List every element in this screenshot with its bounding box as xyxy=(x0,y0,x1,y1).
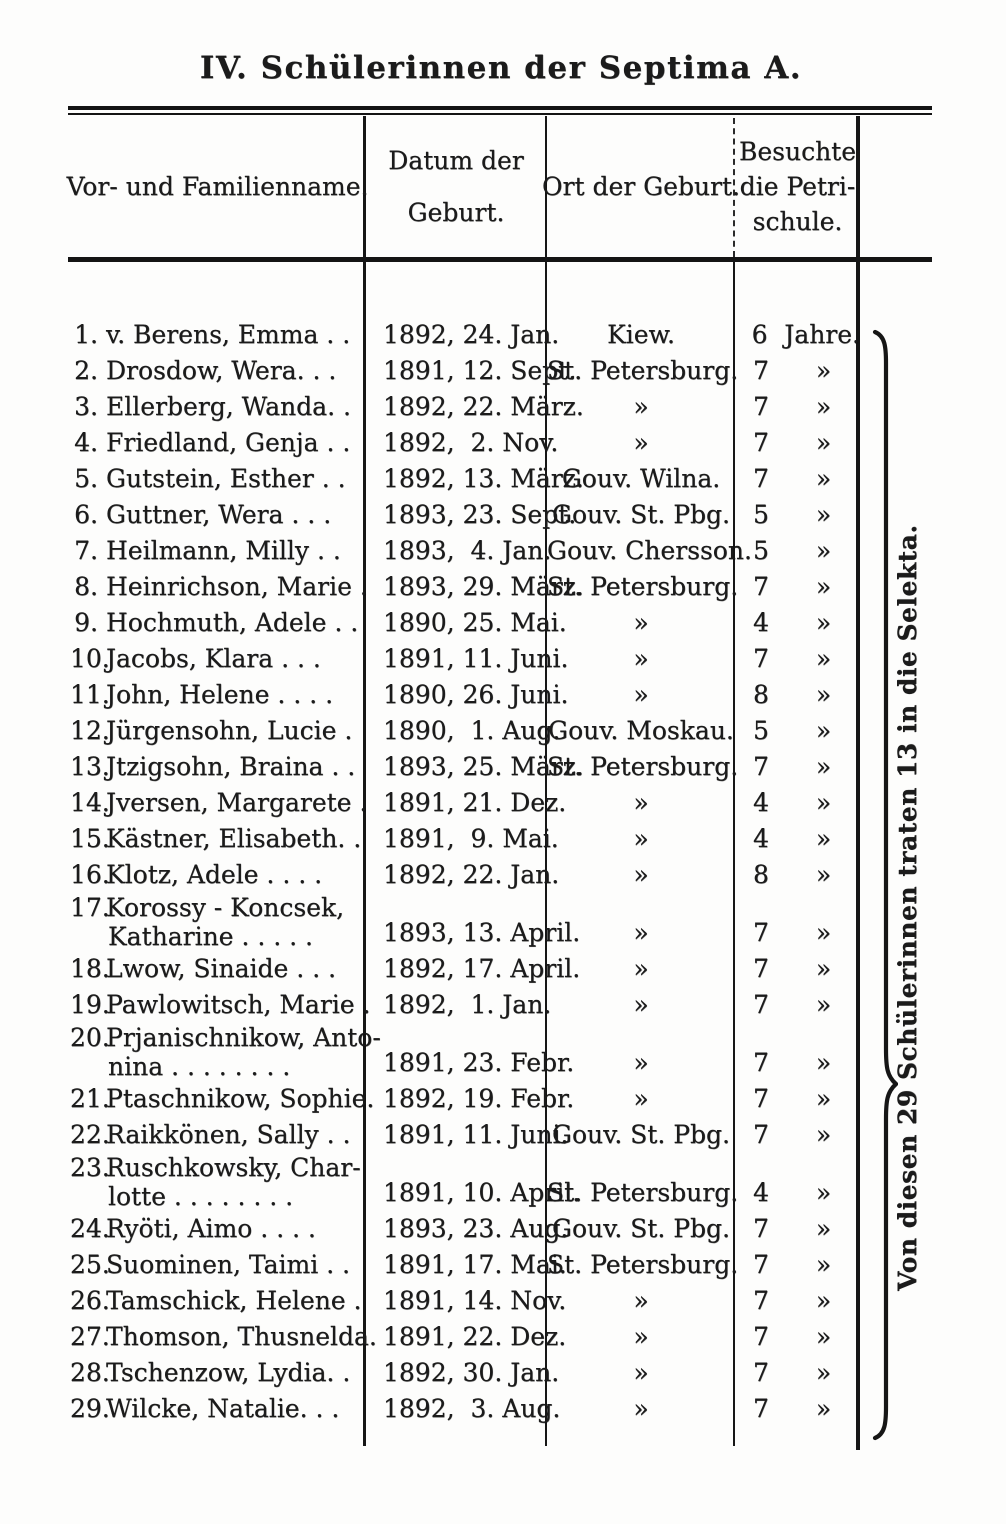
table-row xyxy=(70,1247,860,1283)
row-number: 27. xyxy=(70,1322,110,1351)
birth-date-cell: 1891, 21. Dez. xyxy=(383,788,567,817)
row-number: 29. xyxy=(70,1394,110,1423)
student-name-cell xyxy=(70,1319,377,1355)
table-body xyxy=(70,317,860,1427)
header-years-attended-line1: Besuchte xyxy=(738,137,857,166)
table-row xyxy=(70,677,860,713)
table-row xyxy=(70,713,860,749)
birth-place-cell: Gouv. St. Pbg. xyxy=(551,1214,730,1243)
table-row xyxy=(70,425,860,461)
years-attended-cell xyxy=(735,533,860,569)
years-attended-cell xyxy=(735,461,860,497)
years-unit: » xyxy=(815,860,832,889)
row-number: 26. xyxy=(70,1286,110,1315)
student-name-cell xyxy=(70,1023,381,1081)
years-attended-cell xyxy=(735,1175,860,1211)
years-count: 7 xyxy=(753,392,769,421)
student-name: Jversen, Margarete . xyxy=(106,788,368,817)
birth-place-cell: St. Petersburg. xyxy=(547,1178,739,1207)
student-name: Gutstein, Esther . . xyxy=(106,464,346,493)
student-name: Jacobs, Klara . . . xyxy=(106,644,321,673)
years-attended-cell xyxy=(735,1391,860,1427)
years-count: 7 xyxy=(753,464,769,493)
student-name-cell xyxy=(70,1283,365,1319)
years-count: 7 xyxy=(753,1084,769,1113)
birth-place-cell: » xyxy=(633,392,649,421)
years-unit: » xyxy=(815,500,832,529)
years-unit: » xyxy=(815,716,832,745)
student-name-cell xyxy=(70,461,365,497)
student-name-cell xyxy=(70,893,365,951)
row-number: 18. xyxy=(70,954,110,983)
birth-place-cell: Gouv. Wilna. xyxy=(561,464,721,493)
table-row xyxy=(70,389,860,425)
years-count: 7 xyxy=(753,1120,769,1149)
header-years-attended-line2: die Petri- xyxy=(739,172,856,201)
row-number: 20. xyxy=(70,1023,110,1052)
student-name: Ruschkowsky, Char- xyxy=(106,1153,361,1182)
table-row xyxy=(70,1023,860,1081)
years-count: 7 xyxy=(753,356,769,385)
row-number: 8. xyxy=(74,572,98,601)
years-attended-cell xyxy=(735,915,860,951)
birth-date-cell: 1890, 26. Juni. xyxy=(383,680,569,709)
years-unit: » xyxy=(815,644,832,673)
birth-date-cell: 1891, 23. Febr. xyxy=(383,1048,575,1077)
years-unit: » xyxy=(815,1120,832,1149)
student-name-cell xyxy=(70,1117,365,1153)
table-row xyxy=(70,569,860,605)
years-attended-cell xyxy=(735,1355,860,1391)
table-row xyxy=(70,1211,860,1247)
birth-date-cell: 1891, 10. April. xyxy=(383,1178,581,1207)
years-attended-cell xyxy=(735,605,860,641)
years-attended-cell xyxy=(735,389,860,425)
birth-date-cell: 1892, 17. April. xyxy=(383,954,581,983)
years-count: 7 xyxy=(753,572,769,601)
header-years-attended xyxy=(735,116,860,257)
student-name: Hochmuth, Adele . . xyxy=(106,608,359,637)
years-attended-cell xyxy=(735,1117,860,1153)
years-count: 4 xyxy=(753,608,769,637)
years-count: 7 xyxy=(753,990,769,1019)
header-birth-place-label: Ort der Geburt. xyxy=(542,172,740,201)
table-row xyxy=(70,605,860,641)
student-name: Klotz, Adele . . . . xyxy=(106,860,323,889)
student-name: nina . . . . . . . . xyxy=(108,1052,291,1081)
years-attended-cell xyxy=(735,677,860,713)
birth-place-cell: » xyxy=(633,990,649,1019)
years-attended-cell xyxy=(735,1045,860,1081)
birth-place-cell: » xyxy=(633,1286,649,1315)
years-unit: » xyxy=(815,428,832,457)
years-unit: » xyxy=(815,1358,832,1387)
header-birth-date-line1: Datum der xyxy=(388,146,524,175)
row-number: 15. xyxy=(70,824,110,853)
row-number: 14. xyxy=(70,788,110,817)
years-count: 7 xyxy=(753,1214,769,1243)
student-name-cell xyxy=(70,951,365,987)
student-name: Ptaschnikow, Sophie. xyxy=(106,1084,375,1113)
birth-date-cell: 1892, 22. Jan. xyxy=(383,860,560,889)
years-count: 5 xyxy=(753,536,769,565)
row-number: 28. xyxy=(70,1358,110,1387)
table-row xyxy=(70,1081,860,1117)
margin-annotation: Von diesen 29 Schülerinnen traten 13 in die Selekta. xyxy=(893,524,922,1292)
birth-date-cell: 1892, 2. Nov. xyxy=(383,428,559,457)
student-name-cell xyxy=(70,1247,365,1283)
birth-place-cell: » xyxy=(633,680,649,709)
student-name: Suominen, Taimi . . xyxy=(106,1250,350,1279)
student-name: Ellerberg, Wanda. . xyxy=(106,392,351,421)
student-name: Kästner, Elisabeth. . xyxy=(106,824,362,853)
years-unit: » xyxy=(815,1250,832,1279)
row-number: 17. xyxy=(70,893,110,922)
birth-place-cell: Kiew. xyxy=(607,320,675,349)
table-row xyxy=(70,533,860,569)
birth-date-cell: 1892, 30. Jan. xyxy=(383,1358,560,1387)
row-number: 25. xyxy=(70,1250,110,1279)
student-name: Tschenzow, Lydia. . xyxy=(106,1358,351,1387)
years-attended-cell xyxy=(735,951,860,987)
years-attended-cell xyxy=(735,1081,860,1117)
student-name-cell xyxy=(70,533,365,569)
birth-place-cell: St. Petersburg. xyxy=(547,356,739,385)
row-number: 4. xyxy=(74,428,98,457)
years-unit: » xyxy=(815,990,832,1019)
header-separator-rule xyxy=(68,257,932,262)
years-unit: » xyxy=(815,680,832,709)
table-row xyxy=(70,1355,860,1391)
birth-date-cell: 1892, 19. Febr. xyxy=(383,1084,575,1113)
header-birth-date-line2: Geburt. xyxy=(407,198,505,227)
table-row xyxy=(70,857,860,893)
table-header xyxy=(66,116,860,257)
student-name-cell xyxy=(70,987,371,1023)
years-attended-cell xyxy=(735,1283,860,1319)
birth-date-cell: 1893, 13. April. xyxy=(383,918,581,947)
student-name: Wilcke, Natalie. . . xyxy=(106,1394,340,1423)
header-birth-date xyxy=(365,116,547,257)
years-count: 7 xyxy=(753,1048,769,1077)
header-years-attended-line3: schule. xyxy=(752,207,843,236)
birth-date-cell: 1890, 25. Mai. xyxy=(383,608,567,637)
student-name-cell xyxy=(70,857,365,893)
birth-place-cell: Gouv. Moskau. xyxy=(548,716,734,745)
table-row xyxy=(70,1153,860,1211)
student-name: Heinrichson, Marie . xyxy=(106,572,368,601)
student-name: lotte . . . . . . . . xyxy=(108,1182,294,1211)
row-number: 5. xyxy=(74,464,98,493)
years-count: 5 xyxy=(753,500,769,529)
student-name: Guttner, Wera . . . xyxy=(106,500,332,529)
birth-place-cell: » xyxy=(633,1358,649,1387)
birth-place-cell: » xyxy=(633,860,649,889)
row-number: 7. xyxy=(74,536,98,565)
row-number: 13. xyxy=(70,752,110,781)
row-number: 1. xyxy=(74,320,98,349)
birth-date-cell: 1893, 23. Sept. xyxy=(383,500,577,529)
years-count: 7 xyxy=(753,1250,769,1279)
student-name-cell xyxy=(70,1211,365,1247)
student-name-cell xyxy=(70,1355,365,1391)
birth-place-cell: » xyxy=(633,428,649,457)
years-unit: » xyxy=(815,788,832,817)
student-name-cell xyxy=(70,1391,365,1427)
years-attended-cell xyxy=(735,1319,860,1355)
birth-place-cell: » xyxy=(633,1084,649,1113)
student-name-cell xyxy=(70,389,365,425)
student-name-cell xyxy=(70,713,365,749)
header-name-label: Vor- und Familienname. xyxy=(66,172,369,201)
years-unit: » xyxy=(815,1178,832,1207)
birth-date-cell: 1893, 29. März. xyxy=(383,572,584,601)
row-number: 2. xyxy=(74,356,98,385)
student-name: Heilmann, Milly . . xyxy=(106,536,341,565)
birth-place-cell: St. Petersburg. xyxy=(547,1250,739,1279)
years-attended-cell xyxy=(735,785,860,821)
years-count: 7 xyxy=(753,428,769,457)
table-row xyxy=(70,785,860,821)
student-name: Korossy - Koncsek, xyxy=(106,893,345,922)
row-number: 11. xyxy=(70,680,110,709)
years-attended-cell xyxy=(735,1211,860,1247)
birth-place-cell: » xyxy=(633,1394,649,1423)
student-name-cell xyxy=(70,677,365,713)
birth-date-cell: 1892, 3. Aug. xyxy=(383,1394,561,1423)
years-count: 7 xyxy=(753,1286,769,1315)
row-number: 19. xyxy=(70,990,110,1019)
table-row xyxy=(70,461,860,497)
birth-place-cell: » xyxy=(633,788,649,817)
table-row xyxy=(70,951,860,987)
birth-date-cell: 1891, 11. Juni. xyxy=(383,1120,569,1149)
years-unit: » xyxy=(815,536,832,565)
birth-place-cell: » xyxy=(633,644,649,673)
student-name: Tamschick, Helene . xyxy=(106,1286,362,1315)
student-name: Friedland, Genja . . xyxy=(106,428,351,457)
years-count: 7 xyxy=(753,954,769,983)
years-count: 5 xyxy=(753,716,769,745)
years-unit: » xyxy=(815,572,832,601)
student-name: Ryöti, Aimo . . . . xyxy=(106,1214,316,1243)
student-name: Jtzigsohn, Braina . . xyxy=(106,752,356,781)
student-name: Raikkönen, Sally . . xyxy=(106,1120,351,1149)
birth-place-cell: » xyxy=(633,1048,649,1077)
years-count: 7 xyxy=(753,752,769,781)
birth-date-cell: 1891, 22. Dez. xyxy=(383,1322,567,1351)
row-number: 23. xyxy=(70,1153,110,1182)
row-number: 21. xyxy=(70,1084,110,1113)
years-attended-cell xyxy=(735,317,860,353)
birth-date-cell: 1890, 1. Aug. xyxy=(383,716,561,745)
table-row xyxy=(70,1319,860,1355)
years-attended-cell xyxy=(735,987,860,1023)
years-unit: » xyxy=(815,608,832,637)
table-row xyxy=(70,1117,860,1153)
table-row xyxy=(70,641,860,677)
table-row xyxy=(70,353,860,389)
years-unit: » xyxy=(815,356,832,385)
student-name: Prjanischnikow, Anto- xyxy=(106,1023,381,1052)
birth-date-cell: 1892, 1. Jan. xyxy=(383,990,552,1019)
birth-place-cell: Gouv. Chersson. xyxy=(547,536,752,565)
years-unit: » xyxy=(815,1048,832,1077)
student-name-cell xyxy=(70,641,365,677)
years-attended-cell xyxy=(735,749,860,785)
years-unit: » xyxy=(815,752,832,781)
student-name: v. Berens, Emma . . xyxy=(106,320,351,349)
years-attended-cell xyxy=(735,497,860,533)
years-unit: » xyxy=(815,1322,832,1351)
birth-place-cell: St. Petersburg. xyxy=(547,752,739,781)
years-unit: » xyxy=(815,1214,832,1243)
years-unit: » xyxy=(815,824,832,853)
years-count: 7 xyxy=(753,1322,769,1351)
years-unit: » xyxy=(815,464,832,493)
years-unit: » xyxy=(815,954,832,983)
birth-date-cell: 1893, 25. März. xyxy=(383,752,584,781)
row-number: 24. xyxy=(70,1214,110,1243)
years-attended-cell xyxy=(735,1247,860,1283)
birth-place-cell: » xyxy=(633,824,649,853)
years-count: 7 xyxy=(753,1394,769,1423)
birth-date-cell: 1892, 22. März. xyxy=(383,392,584,421)
table-row xyxy=(70,749,860,785)
birth-date-cell: 1893, 4. Jan. xyxy=(383,536,552,565)
years-attended-cell xyxy=(735,821,860,857)
student-name-cell xyxy=(70,569,368,605)
years-count: 4 xyxy=(753,1178,769,1207)
birth-date-cell: 1891, 14. Nov. xyxy=(383,1286,567,1315)
birth-date-cell: 1891, 17. Mai. xyxy=(383,1250,567,1279)
student-name: John, Helene . . . . xyxy=(106,680,334,709)
years-count: 4 xyxy=(753,824,769,853)
years-unit: Jahre. xyxy=(784,320,860,349)
student-name: Jürgensohn, Lucie . xyxy=(106,716,353,745)
table-row xyxy=(70,821,860,857)
birth-place-cell: » xyxy=(633,1322,649,1351)
years-unit: » xyxy=(815,392,832,421)
student-name: Katharine . . . . . xyxy=(108,922,313,951)
student-name-cell xyxy=(70,785,368,821)
table-row xyxy=(70,497,860,533)
student-name-cell xyxy=(70,497,365,533)
birth-place-cell: » xyxy=(633,918,649,947)
years-attended-cell xyxy=(735,713,860,749)
years-unit: » xyxy=(815,1394,832,1423)
birth-date-cell: 1893, 23. Aug. xyxy=(383,1214,569,1243)
years-attended-cell xyxy=(735,353,860,389)
student-name: Drosdow, Wera. . . xyxy=(106,356,337,385)
birth-place-cell: Gouv. St. Pbg. xyxy=(551,500,730,529)
table-row xyxy=(70,893,860,951)
years-count: 7 xyxy=(753,918,769,947)
page-title: IV. Schülerinnen der Septima A. xyxy=(199,50,803,86)
years-attended-cell xyxy=(735,569,860,605)
student-name-cell xyxy=(70,1081,375,1117)
student-name-cell xyxy=(70,1153,365,1211)
row-number: 10. xyxy=(70,644,110,673)
student-name-cell xyxy=(70,821,365,857)
table-row xyxy=(70,1391,860,1427)
table-row xyxy=(70,317,860,353)
birth-date-cell: 1891, 9. Mai. xyxy=(383,824,559,853)
table-top-rule-thick xyxy=(68,106,932,110)
student-name-cell xyxy=(70,605,365,641)
birth-date-cell: 1891, 12. Sept. xyxy=(383,356,577,385)
years-count: 6 xyxy=(751,320,768,349)
years-count: 7 xyxy=(753,644,769,673)
years-count: 8 xyxy=(753,680,769,709)
row-number: 22. xyxy=(70,1120,110,1149)
student-name-cell xyxy=(70,749,365,785)
student-name-cell xyxy=(70,425,365,461)
row-number: 6. xyxy=(74,500,98,529)
student-name: Thomson, Thusnelda. xyxy=(106,1322,377,1351)
years-unit: » xyxy=(815,918,832,947)
table-row xyxy=(70,1283,860,1319)
years-attended-cell xyxy=(735,641,860,677)
years-attended-cell xyxy=(735,425,860,461)
birth-place-cell: » xyxy=(633,954,649,983)
row-number: 9. xyxy=(74,608,98,637)
birth-date-cell: 1892, 13. März. xyxy=(383,464,584,493)
birth-date-cell: 1891, 11. Juni. xyxy=(383,644,569,673)
table-top-rule-thin xyxy=(68,113,932,115)
header-name xyxy=(66,116,369,257)
years-count: 8 xyxy=(753,860,769,889)
row-number: 3. xyxy=(74,392,98,421)
student-name-cell xyxy=(70,353,365,389)
student-name: Lwow, Sinaide . . . xyxy=(106,954,336,983)
years-count: 4 xyxy=(753,788,769,817)
years-count: 7 xyxy=(753,1358,769,1387)
student-name-cell xyxy=(70,317,365,353)
row-number: 16. xyxy=(70,860,110,889)
birth-place-cell: St. Petersburg. xyxy=(547,572,739,601)
student-name: Pawlowitsch, Marie . xyxy=(106,990,371,1019)
birth-place-cell: » xyxy=(633,608,649,637)
years-unit: » xyxy=(815,1286,832,1315)
years-unit: » xyxy=(815,1084,832,1113)
table-row xyxy=(70,987,860,1023)
birth-place-cell: Gouv. St. Pbg. xyxy=(551,1120,730,1149)
years-attended-cell xyxy=(735,857,860,893)
birth-date-cell: 1892, 24. Jan. xyxy=(383,320,560,349)
row-number: 12. xyxy=(70,716,110,745)
header-birth-place xyxy=(542,116,740,257)
